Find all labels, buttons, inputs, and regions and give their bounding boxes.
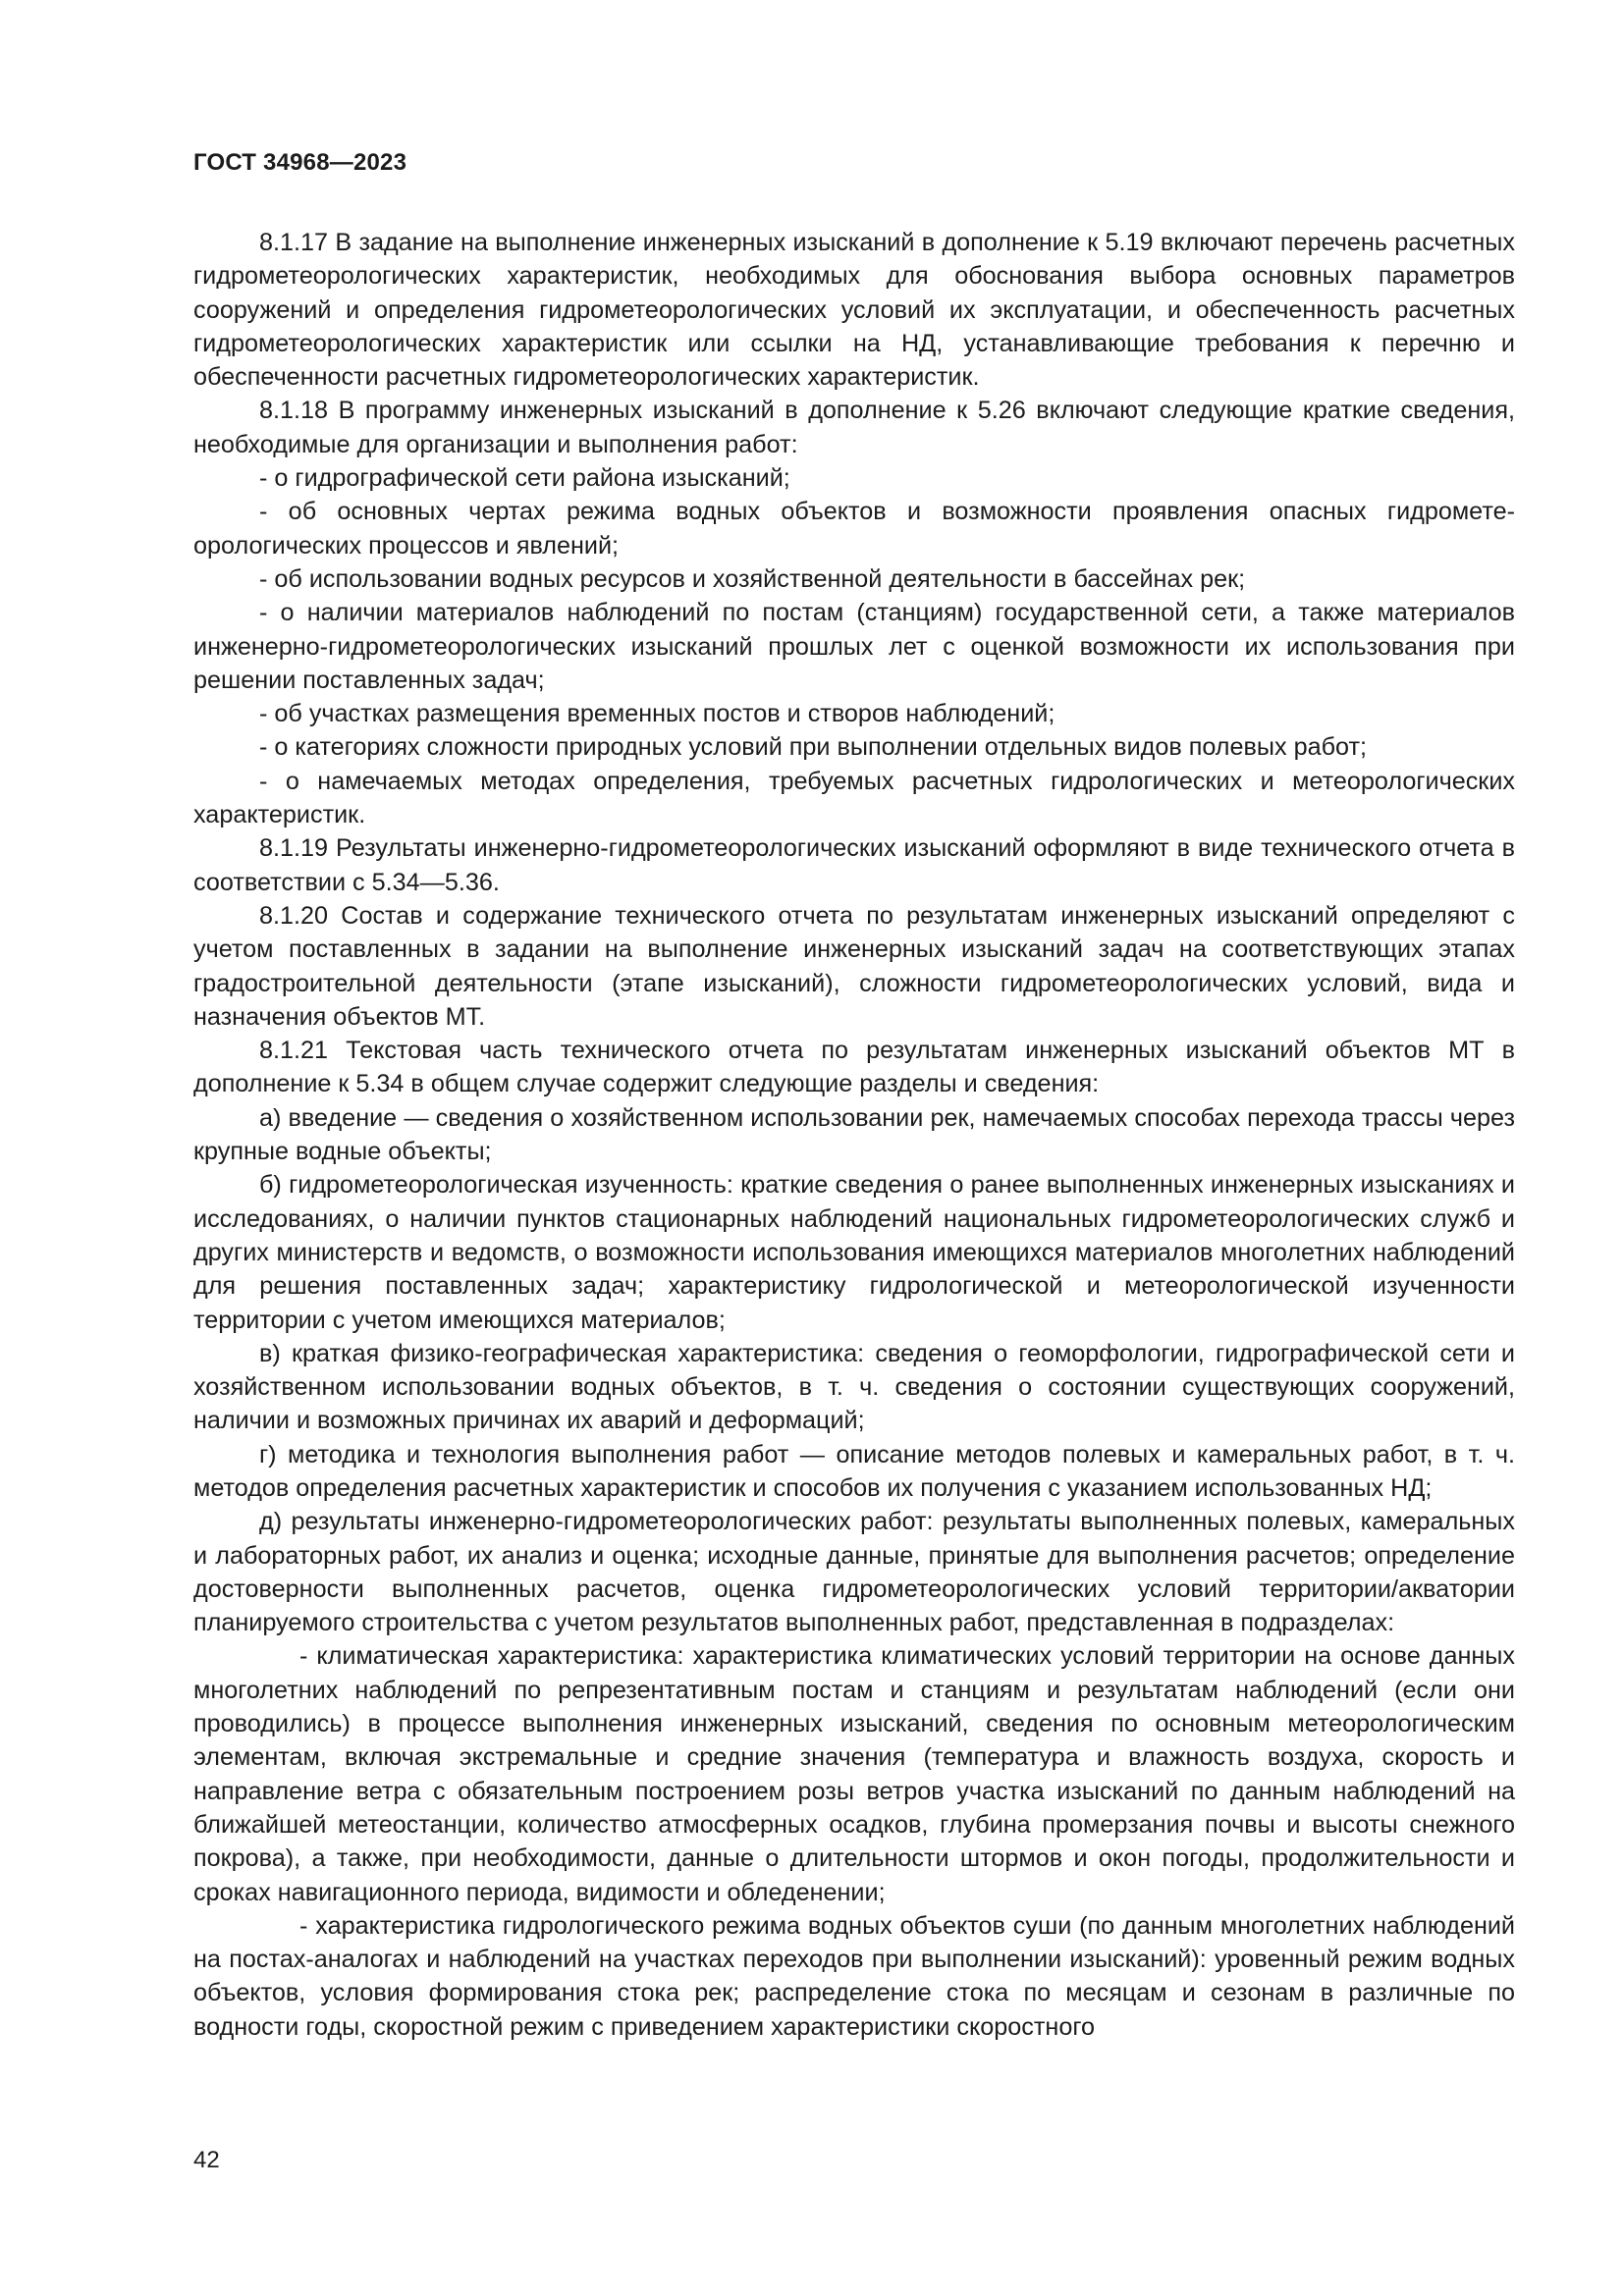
list-item: - об основных чертах режима водных объектов и возможности проявления опасных гидрометеорологических процессов и явлений; xyxy=(193,498,1515,560)
paragraph: 8.1.20 Состав и содержание технического отчета по результатам инженерных изысканий определяют с учетом поставленных в задании на выполнение инженерных изысканий задач на соответствующих этапах градостроительной деятельности (этапе изысканий), сложности гидрометеорологических условий, вида и назначения объектов МТ. xyxy=(193,901,1515,1031)
list-item: б) гидрометеорологическая изученность: краткие сведения о ранее выполненных инженерных изысканиях и исследованиях, о наличии пунктов стационарных наблюдений национальных гидрометеорологических служб и других министерств и ведомств, о возможности использования имеющихся материалов многолетних наблюдений для решения поставленных задач; характеристику гидрологической и метеорологической изученности территории с учетом имеющихся материалов; xyxy=(193,1171,1515,1334)
document-header: ГОСТ 34968—2023 xyxy=(193,149,407,176)
list-item: в) краткая физико-географическая характеристика: сведения о геоморфологии, гидрографической сети и хозяйственном использовании водных объектов, в т. ч. сведения о состоянии существующих сооружений, наличии и возможных причинах их аварий и деформаций; xyxy=(193,1339,1515,1435)
paragraph: 8.1.19 Результаты инженерно-гидрометеорологических изысканий оформляют в виде технического отчета в соответствии с 5.34—5.36. xyxy=(193,834,1515,896)
paragraph: 8.1.17 В задание на выполнение инженерных изысканий в дополнение к 5.19 включают перечень расчетных гидрометеорологических характеристик, необходимых для обоснования выбора основных параметров сооружений и определения гидрометеорологических условий их эксплуатации, и обеспеченность расчетных гидрометеорологических характеристик или ссылки на НД, устанавливающие требования к перечню и обеспеченности расчетных гидрометеорологических характеристик. xyxy=(193,229,1515,392)
paragraph: 8.1.18 В программу инженерных изысканий в дополнение к 5.26 включают следующие краткие сведения, необходимые для организации и выполнения работ: xyxy=(193,397,1515,458)
list-item: г) методика и технология выполнения работ — описание методов полевых и камеральных работ, в т. ч. методов определения расчетных характеристик и способов их получения с указанием использованных НД; xyxy=(193,1440,1515,1502)
list-item: - об участках размещения временных постов и створов наблюдений; xyxy=(259,700,1056,728)
list-item: - об использовании водных ресурсов и хозяйственной деятельности в бассейнах рек; xyxy=(259,564,1246,593)
paragraph: 8.1.21 Текстовая часть технического отчета по результатам инженерных изысканий объектов МТ в дополнение к 5.34 в общем случае содержит следующие разделы и сведения: xyxy=(193,1037,1515,1098)
list-item: д) результаты инженерно-гидрометеорологических работ: результаты выполненных полевых, камеральных и лабораторных работ, их анализ и оценка; исходные данные, принятые для выполнения расчетов; определение достоверности выполненных расчетов, оценка гидрометеорологических условий территории/акватории планируемого строительства с учетом результатов выполненных работ, представленная в подразделах: xyxy=(193,1508,1515,1637)
list-item: а) введение — сведения о хозяйственном использовании рек, намечаемых способах перехода трассы через крупные водные объекты; xyxy=(193,1103,1515,1166)
sub-list-item: - климатическая характеристика: характеристика климатических условий территории на основе данных многолетних наблюдений по репрезентативным постам и станциям и результатам наблюдений (если они проводились) в процессе выполнения инженерных изысканий, сведения по основным метеорологическим элементам, включая экстремальные и средние значения (температура и влажность воздуха, скорость и направление ветра с обязательным построением розы ветров участка изысканий по данным наблюдений на ближайшей метеостанции, количество атмосферных осадков, глубина промерзания почвы и высоты снежного покрова), а также, при необходимости, данные о длительности штормов и окон погоды, продолжительности и сроках навигационного периода, видимости и обледенении; xyxy=(193,1642,1515,1906)
list-item: - о гидрографической сети района изысканий; xyxy=(259,464,790,493)
page-number: 42 xyxy=(193,2147,220,2173)
list-item: - о категориях сложности природных условий при выполнении отдельных видов полевых работ; xyxy=(259,733,1368,762)
sub-list-item: - характеристика гидрологического режима водных объектов суши (по данным многолетних наблюдений на постах-аналогах и наблюдений на участках переходов при выполнении изысканий): уровенный режим водных объектов, условия формирования стока рек; распределение стока по месяцам и сезонам в различные по водности годы, скоростной режим с приведением характеристики скоростного xyxy=(193,1911,1515,2041)
document-body xyxy=(193,226,1515,2044)
list-item: - о наличии материалов наблюдений по постам (станциям) государственной сети, а также материалов инженерно-гидрометеорологических изысканий прошлых лет с оценкой возможности их использования при решении поставленных задач; xyxy=(193,599,1515,694)
list-item: - о намечаемых методах определения, требуемых расчетных гидрологических и метеорологических характеристик. xyxy=(193,767,1515,829)
